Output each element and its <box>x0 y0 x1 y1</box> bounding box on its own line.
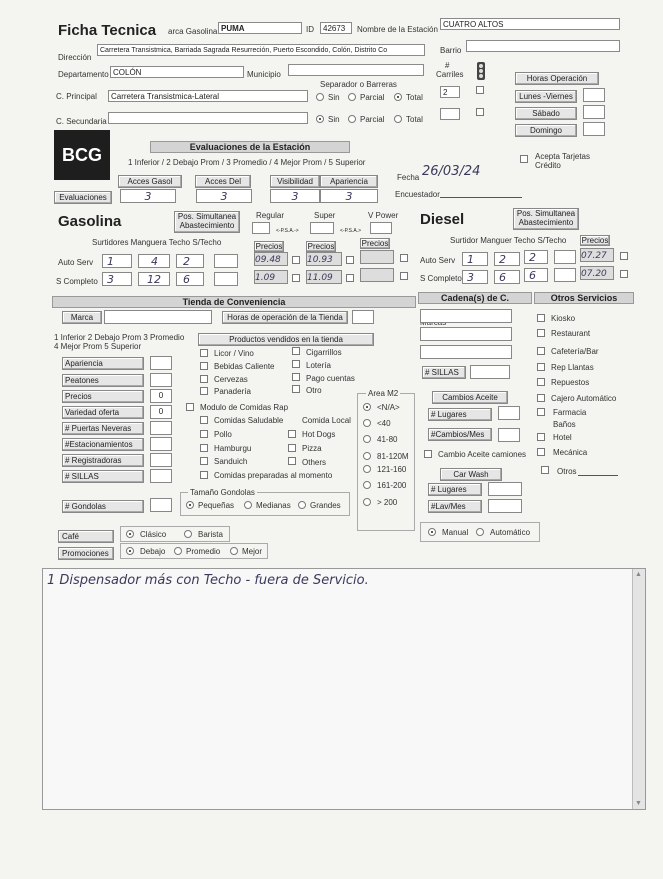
secundaria-parcial-label: Parcial <box>360 115 385 124</box>
gasolina-title: Gasolina <box>58 213 122 230</box>
tienda-gondolas-value[interactable] <box>150 498 172 512</box>
fecha-label: Fecha <box>397 173 420 182</box>
municipio-label: Municipio <box>247 70 281 79</box>
psa-arrow-2: <-P.S.A.> <box>340 228 362 234</box>
tamano-title: Tamaño Gondolas <box>190 488 255 497</box>
tienda-horas-field[interactable] <box>352 310 374 324</box>
sabado-field[interactable] <box>583 105 605 119</box>
tienda-eval-precios-label: Precios <box>62 390 144 403</box>
producto-bebidas-check[interactable] <box>200 362 208 370</box>
tamano-grandes-label: Grandes <box>310 501 341 510</box>
diesel-auto-manguera[interactable]: 2 <box>494 252 520 266</box>
comida-hamburguesa-label: Hamburgu <box>214 444 252 453</box>
cambios-lugares-label: # Lugares <box>428 408 492 421</box>
secundaria-sin-radio[interactable] <box>316 115 324 123</box>
servicio-mecanica-check[interactable] <box>537 448 545 456</box>
gasolina-auto-regular-check[interactable] <box>292 256 300 264</box>
principal-label: C. Principal <box>56 92 97 101</box>
modulo-comidas-label: Modulo de Comidas Rap <box>200 403 289 412</box>
tienda-sillas-label: # SILLAS <box>62 470 144 483</box>
otros-servicios-title: Otros Servicios <box>534 292 634 304</box>
gasolina-pos-label-1: Pos. Simultanea <box>177 212 237 221</box>
cafe-label: Café <box>58 530 114 543</box>
sabado-label: Sábado <box>515 107 577 120</box>
servicio-repuestos-check[interactable] <box>537 378 545 386</box>
tienda-registradoras-label: # Registradoras <box>62 454 144 467</box>
diesel-comp-stecho[interactable] <box>554 268 576 282</box>
notes-text: 1 Dispensador más con Techo - fuera de Servicio. <box>47 573 369 588</box>
gasolina-auto-regular-price[interactable]: 09.48 <box>254 252 288 266</box>
comida-preparadas-check[interactable] <box>200 471 208 479</box>
tamano-pequenas-radio[interactable] <box>186 501 194 509</box>
tienda-eval-apariencia-value[interactable] <box>150 356 172 370</box>
area-title: Area M2 <box>368 389 399 398</box>
scroll-up-icon[interactable]: ▲ <box>635 571 642 578</box>
barrio-label: Barrio <box>440 46 462 55</box>
diesel-auto-stecho[interactable] <box>554 250 576 264</box>
servicio-cafeteria-label: Cafetería/Bar <box>551 347 599 356</box>
promo-debajo-radio[interactable] <box>126 547 134 555</box>
diesel-col-headers: Surtidor Manguer Techo S/Techo <box>450 236 567 245</box>
secundaria-total-label: Total <box>406 115 423 124</box>
cambios-lugares-field[interactable] <box>498 406 520 420</box>
tarjeta-label-2: Crédito <box>535 161 561 170</box>
producto-loteria-check[interactable] <box>292 360 300 368</box>
carwash-lugares-label: # Lugares <box>428 483 482 496</box>
producto-bebidas-label: Bebidas Caliente <box>214 362 275 371</box>
gasolina-pos-simultanea <box>174 211 240 233</box>
cafe-clasico-radio[interactable] <box>126 530 134 538</box>
servicio-farmacia-check[interactable] <box>537 408 545 416</box>
servicio-cajero-label: Cajero Automático <box>551 394 617 403</box>
secundaria-sin-label: Sin <box>328 115 340 124</box>
cambios-aceite-title: Cambios Aceite <box>432 391 508 404</box>
tarjeta-checkbox[interactable] <box>520 155 528 163</box>
cafe-clasico-label: Clásico <box>140 530 167 539</box>
barrio-field[interactable] <box>466 40 620 52</box>
carwash-lav-mes-field[interactable] <box>488 499 522 513</box>
cambios-mes-label: #Cambios/Mes <box>428 428 492 441</box>
carwash-title: Car Wash <box>440 468 502 481</box>
gasolina-col-headers: Surtidores Manguera Techo S/Techo <box>92 238 222 247</box>
producto-cigarrillos-label: Cigarrillos <box>306 348 342 357</box>
tienda-puertas-label: # Puertas Neveras <box>62 422 144 435</box>
carriles-label: Carriles <box>436 70 464 79</box>
gasolina-pos-label-2: Abastecimiento <box>179 221 235 230</box>
direccion-label: Dirección <box>58 53 92 62</box>
servicio-llantas-label: Rep Llantas <box>551 363 594 372</box>
secundaria-parcial-radio[interactable] <box>348 115 356 123</box>
tienda-eval-peatones-label: Peatones <box>62 374 144 387</box>
gasolina-comp-regular-check[interactable] <box>292 274 300 282</box>
promo-mejor-label: Mejor <box>242 547 263 556</box>
gasolina-auto-super-price[interactable]: 10.93 <box>306 252 342 266</box>
area-81-120-radio[interactable] <box>363 452 371 460</box>
area-121-160-radio[interactable] <box>363 465 371 473</box>
promociones-label: Promociones <box>58 547 114 560</box>
eval-col-apariencia: Apariencia <box>320 175 378 188</box>
tienda-eval-precios-value[interactable]: 0 <box>150 389 172 403</box>
tienda-sillas-value[interactable] <box>150 469 172 483</box>
secundaria-carriles-checkbox[interactable] <box>476 108 484 116</box>
scroll-down-icon[interactable]: ▼ <box>635 800 642 807</box>
eval-col-acces-del: Acces Del <box>195 175 251 188</box>
comida-pizza-check[interactable] <box>288 444 296 452</box>
carwash-lav-mes-label: #Lav/Mes <box>428 500 482 513</box>
comida-pizza-label: Pizza <box>302 444 322 453</box>
carwash-automatico-label: Automático <box>490 528 531 537</box>
carwash-lugares-field[interactable] <box>488 482 522 496</box>
tienda-estacionamientos-value[interactable] <box>150 437 172 451</box>
comida-hotdogs-check[interactable] <box>288 430 296 438</box>
gasolina-auto-label: Auto Serv <box>58 258 94 267</box>
encuestador-label: Encuestador <box>395 190 440 199</box>
gasolina-auto-vpower-check[interactable] <box>400 254 408 262</box>
gasolina-auto-super-check[interactable] <box>346 256 354 264</box>
notes-scrollbar[interactable] <box>632 569 645 809</box>
departamento-label: Departamento <box>58 70 109 79</box>
servicio-cafeteria-check[interactable] <box>537 347 545 355</box>
comida-hamburguesa-check[interactable] <box>200 444 208 452</box>
area-161-200-label: 161-200 <box>377 481 407 490</box>
servicio-repuestos-label: Repuestos <box>551 378 590 387</box>
gasolina-auto-surtidores[interactable]: 1 <box>102 254 132 268</box>
producto-licor-label: Licor / Vino <box>214 349 254 358</box>
carriles-field[interactable]: 2 <box>440 86 460 98</box>
nombre-field[interactable]: CUATRO ALTOS <box>440 18 620 30</box>
diesel-comp-surtidor[interactable]: 3 <box>462 270 488 284</box>
promo-promedio-radio[interactable] <box>174 547 182 555</box>
tienda-puertas-value[interactable] <box>150 421 172 435</box>
gasolina-auto-techo[interactable]: 2 <box>176 254 204 268</box>
diesel-comp-price[interactable]: 07.20 <box>580 266 614 280</box>
comida-saludable-check[interactable] <box>200 416 208 424</box>
cambio-camiones-label: Cambio Aceite camiones <box>438 450 527 459</box>
domingo-label: Domingo <box>515 124 577 137</box>
tienda-eval-variedad-label: Variedad oferta <box>62 406 144 419</box>
fecha-value[interactable]: 26/03/24 <box>422 164 481 179</box>
comida-saludable-label: Comidas Saludable <box>214 416 284 425</box>
tarjeta-label-1: Acepta Tarjetas <box>535 152 590 161</box>
producto-otro-check[interactable] <box>292 385 300 393</box>
cambios-mes-field[interactable] <box>498 428 520 442</box>
comida-pollo-label: Pollo <box>214 430 232 439</box>
secundaria-carriles-field[interactable] <box>440 108 460 120</box>
tamano-pequenas-label: Pequeñas <box>198 501 235 510</box>
area-121-160-label: 121-160 <box>377 465 407 474</box>
tienda-title: Tienda de Conveniencia <box>52 296 416 308</box>
separador-total-radio[interactable] <box>394 93 402 101</box>
cadena-field-1[interactable] <box>420 309 512 323</box>
diesel-auto-techo[interactable]: 2 <box>524 250 548 264</box>
psa-arrow-1: <-P.S.A.-> <box>276 228 299 234</box>
servicio-otros-check[interactable] <box>541 466 549 474</box>
id-label: ID <box>306 25 314 34</box>
marca-label: arca Gasolina <box>168 27 218 36</box>
tienda-registradoras-value[interactable] <box>150 453 172 467</box>
promo-promedio-label: Promedio <box>186 547 221 556</box>
form-title: Ficha Tecnica <box>58 22 157 39</box>
tienda-marca-field[interactable] <box>104 310 212 324</box>
carriles-checkbox[interactable] <box>476 86 484 94</box>
gasolina-auto-stecho[interactable] <box>214 254 238 268</box>
diesel-pos-label-2: Abastecimiento <box>518 218 574 227</box>
tienda-estacionamientos-label: #Estacionamientos <box>62 438 144 451</box>
regular-psa-field[interactable] <box>252 222 270 234</box>
servicio-hotel-label: Hotel <box>553 433 572 442</box>
diesel-title: Diesel <box>420 211 465 228</box>
servicio-otros-label: Otros <box>557 467 577 476</box>
diesel-pos-label-1: Pos. Simultanea <box>516 209 576 218</box>
diesel-auto-price[interactable]: 07.27 <box>580 248 614 262</box>
diesel-comp-techo[interactable]: 6 <box>524 268 548 282</box>
evaluaciones-legend: 1 Inferior / 2 Debajo Prom / 3 Promedio / 4 Mejor Prom / 5 Superior <box>128 158 366 167</box>
comida-others-check[interactable] <box>288 457 296 465</box>
separador-label: Separador o Barreras <box>320 80 397 89</box>
diesel-auto-label: Auto Serv <box>420 256 456 265</box>
eval-col-visibilidad: Visibilidad <box>270 175 320 188</box>
eval-visibilidad-value[interactable]: 3 <box>270 189 320 203</box>
gasolina-comp-vpower-check[interactable] <box>400 272 408 280</box>
nombre-label: Nombre de la Estación <box>357 25 438 34</box>
tienda-gondolas-label: # Gondolas <box>62 500 144 513</box>
tienda-legend-2: 4 Mejor Prom 5 Superior <box>54 342 142 351</box>
comida-local-label: Comida Local <box>302 416 351 425</box>
servicio-kiosko-label: Kiosko <box>551 314 576 323</box>
lunes-viernes-field[interactable] <box>583 88 605 102</box>
diesel-auto-check[interactable] <box>620 252 628 260</box>
comida-hotdogs-label: Hot Dogs <box>302 430 336 439</box>
evaluaciones-title: Evaluaciones de la Estación <box>150 141 350 153</box>
carwash-manual-radio[interactable] <box>428 528 436 536</box>
eval-acces-del-value[interactable]: 3 <box>196 189 252 203</box>
diesel-precios-header: Precios <box>581 236 609 245</box>
producto-panaderia-check[interactable] <box>200 387 208 395</box>
servicio-llantas-check[interactable] <box>537 363 545 371</box>
lunes-viernes-label: Lunes -Viernes <box>515 90 577 103</box>
productos-title: Productos vendidos en la tienda <box>198 333 374 346</box>
tienda-eval-peatones-value[interactable] <box>150 373 172 387</box>
producto-licor-check[interactable] <box>200 349 208 357</box>
gasolina-comp-label: S Completo <box>56 277 98 286</box>
servicio-cajero-check[interactable] <box>537 394 545 402</box>
comida-pollo-check[interactable] <box>200 430 208 438</box>
separador-parcial-label: Parcial <box>360 93 385 102</box>
area-200-radio[interactable] <box>363 498 371 506</box>
carriles-hash: # <box>445 61 450 70</box>
eval-col-acces-gasol: Acces Gasol <box>118 175 182 188</box>
tamano-grandes-radio[interactable] <box>298 501 306 509</box>
encuestador-line[interactable] <box>440 197 522 198</box>
carwash-automatico-radio[interactable] <box>476 528 484 536</box>
tamano-medianas-label: Medianas <box>256 501 291 510</box>
area-200-label: > 200 <box>377 498 398 507</box>
bcg-logo: BCG <box>54 130 110 180</box>
promo-mejor-radio[interactable] <box>230 547 238 555</box>
municipio-field[interactable] <box>288 64 424 76</box>
super-label: Super <box>314 211 336 220</box>
producto-loteria-label: Lotería <box>306 361 331 370</box>
cafe-barista-label: Barista <box>198 530 223 539</box>
tienda-marca-label: Marca <box>62 311 102 324</box>
vpower-psa-field[interactable] <box>370 222 392 234</box>
area-group <box>357 393 415 531</box>
super-precios-header: Precios <box>307 242 335 251</box>
tienda-legend-1: 1 Inferior 2 Debajo Prom 3 Promedio <box>54 333 185 342</box>
servicio-hotel-check[interactable] <box>537 433 545 441</box>
diesel-comp-label: S Completo <box>420 274 462 283</box>
separador-sin-radio[interactable] <box>316 93 324 101</box>
eval-acces-gasol-value[interactable]: 3 <box>120 189 176 203</box>
gasolina-comp-regular-price[interactable]: 1.09 <box>254 270 288 284</box>
id-field[interactable]: 42673 <box>320 22 352 34</box>
diesel-comp-check[interactable] <box>620 270 628 278</box>
tienda-horas-label: Horas de operación de la Tienda <box>222 311 348 324</box>
principal-field[interactable]: Carretera Transistmica-Lateral <box>108 90 308 102</box>
comida-others-label: Others <box>302 458 327 467</box>
super-psa-field[interactable] <box>310 222 334 234</box>
horas-operacion-header: Horas Operación <box>515 72 599 85</box>
gasolina-comp-surtidores[interactable]: 3 <box>102 272 132 286</box>
cadena-sillas-field[interactable] <box>470 365 510 379</box>
comida-sanduich-check[interactable] <box>200 457 208 465</box>
gasolina-comp-manguera[interactable]: 12 <box>138 272 170 286</box>
regular-precios-header: Precios <box>255 242 283 251</box>
diesel-auto-surtidor[interactable]: 1 <box>462 252 488 266</box>
modulo-comidas-check[interactable] <box>186 403 194 411</box>
regular-label: Regular <box>256 211 285 220</box>
comida-preparadas-label: Comidas preparadas al momento <box>214 471 333 480</box>
secundaria-field[interactable] <box>108 112 308 124</box>
servicio-kiosko-check[interactable] <box>537 314 545 322</box>
servicio-mecanica-label: Mecánica <box>553 448 588 457</box>
gasolina-comp-stecho[interactable] <box>214 272 238 286</box>
servicio-restaurant-check[interactable] <box>537 329 545 337</box>
tienda-eval-variedad-value[interactable]: 0 <box>150 405 172 419</box>
area-40-radio[interactable] <box>363 419 371 427</box>
servicio-restaurant-label: Restaurant <box>551 329 591 338</box>
area-na-label: <N/A> <box>377 403 400 412</box>
carwash-manual-label: Manual <box>442 528 469 537</box>
cadena-title: Cadena(s) de C. <box>418 292 532 304</box>
servicio-banos-label: Baños <box>553 420 576 429</box>
secundaria-total-radio[interactable] <box>394 115 402 123</box>
separador-parcial-radio[interactable] <box>348 93 356 101</box>
promo-debajo-label: Debajo <box>140 547 166 556</box>
cambio-camiones-check[interactable] <box>424 450 432 458</box>
evaluaciones-row-label: Evaluaciones <box>54 191 112 204</box>
gasolina-comp-techo[interactable]: 6 <box>176 272 204 286</box>
separador-sin-label: Sin <box>328 93 340 102</box>
cadena-sillas-label: # SILLAS <box>422 366 466 379</box>
marca-field[interactable]: PUMA <box>218 22 302 34</box>
eval-apariencia-value[interactable]: 3 <box>320 189 378 203</box>
producto-cervezas-label: Cervezas <box>214 375 248 384</box>
producto-cigarrillos-check[interactable] <box>292 347 300 355</box>
diesel-pos-simultanea <box>513 208 579 230</box>
cadena-field-2[interactable] <box>420 327 512 341</box>
area-81-120-label: 81-120M <box>377 452 409 461</box>
gasolina-auto-vpower-price[interactable] <box>360 250 394 264</box>
producto-pago-label: Pago cuentas <box>306 374 355 383</box>
notes-textarea[interactable] <box>42 568 646 810</box>
comida-sanduich-label: Sanduich <box>214 457 248 466</box>
area-161-200-radio[interactable] <box>363 481 371 489</box>
gasolina-comp-super-price[interactable]: 11.09 <box>306 270 342 284</box>
producto-panaderia-label: Panadería <box>214 387 251 396</box>
producto-cervezas-check[interactable] <box>200 375 208 383</box>
area-41-80-radio[interactable] <box>363 435 371 443</box>
diesel-comp-manguera[interactable]: 6 <box>494 270 520 284</box>
producto-pago-check[interactable] <box>292 373 300 381</box>
tienda-eval-apariencia-label: Apariencia <box>62 357 144 370</box>
cafe-barista-radio[interactable] <box>184 530 192 538</box>
vpower-label: V Power <box>368 211 399 220</box>
servicio-otros-line[interactable] <box>578 475 618 476</box>
gasolina-comp-vpower-price[interactable] <box>360 268 394 282</box>
producto-otro-label: Otro <box>306 386 322 395</box>
vpower-precios-header: Precios <box>361 239 389 248</box>
separador-total-label: Total <box>406 93 423 102</box>
area-41-80-label: 41-80 <box>377 435 398 444</box>
cadena-field-3[interactable] <box>420 345 512 359</box>
tamano-medianas-radio[interactable] <box>244 501 252 509</box>
domingo-field[interactable] <box>583 122 605 136</box>
servicio-farmacia-label: Farmacia <box>553 408 587 417</box>
area-40-label: <40 <box>377 419 391 428</box>
area-na-radio[interactable] <box>363 403 371 411</box>
direccion-field[interactable]: Carretera Transistmica, Barriada Sagrada Resurreción, Puerto Escondido, Colón, Distrito Co <box>97 44 425 56</box>
secundaria-label: C. Secundaria <box>56 117 107 126</box>
departamento-field[interactable]: COLÓN <box>110 66 244 78</box>
gasolina-auto-manguera[interactable]: 4 <box>138 254 170 268</box>
gasolina-comp-super-check[interactable] <box>346 274 354 282</box>
traffic-light-icon <box>474 62 488 80</box>
